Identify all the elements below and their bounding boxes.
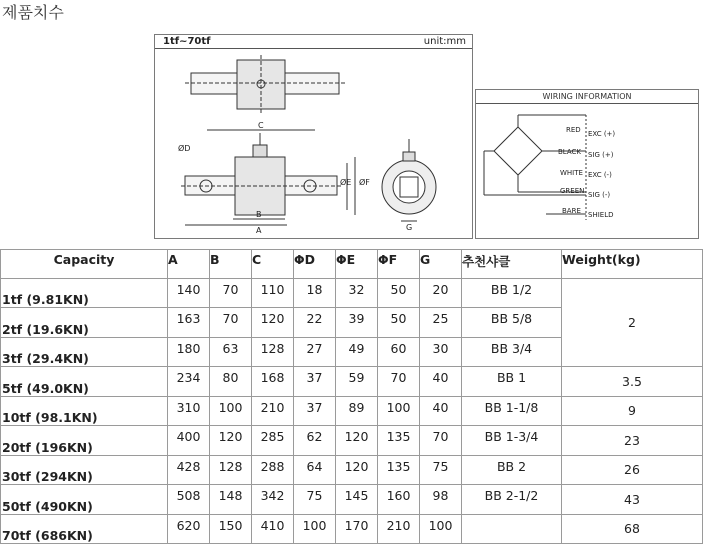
dim-label-f: ØF [359, 178, 370, 187]
wire-white-signal: EXC (-) [588, 171, 612, 179]
cell-shackle: BB 1 [462, 367, 562, 397]
cell-capacity: 30tf (294KN) [1, 455, 168, 485]
cell-weight: 3.5 [562, 367, 703, 397]
cell-capacity: 5tf (49.0KN) [1, 367, 168, 397]
header-d: ΦD [294, 250, 336, 279]
cell-shackle: BB 2 [462, 455, 562, 485]
header-a: A [168, 250, 210, 279]
dim-label-e: ØE [340, 178, 352, 187]
cell-weight: 23 [562, 426, 703, 456]
cell-d: 18 [294, 278, 336, 308]
cell-d: 75 [294, 485, 336, 515]
table-row [1, 367, 703, 397]
cell-b: 63 [210, 337, 252, 367]
cell-e: 32 [336, 278, 378, 308]
cell-c: 285 [252, 426, 294, 456]
cell-b: 148 [210, 485, 252, 515]
cell-a: 163 [168, 308, 210, 338]
cell-c: 342 [252, 485, 294, 515]
cell-e: 120 [336, 426, 378, 456]
cell-a: 428 [168, 455, 210, 485]
wire-white-color: WHITE [560, 169, 583, 177]
cell-f: 160 [378, 485, 420, 515]
table-row [1, 278, 703, 308]
dim-label-d: ØD [178, 144, 191, 153]
cell-e: 49 [336, 337, 378, 367]
cell-c: 410 [252, 514, 294, 544]
dim-label-c: C [258, 121, 264, 130]
cell-g: 25 [420, 308, 462, 338]
dimension-drawing [154, 34, 473, 239]
page-title: 제품치수 [2, 3, 64, 22]
table-header-row [1, 250, 703, 279]
cell-capacity: 70tf (686KN) [1, 514, 168, 544]
cell-f: 50 [378, 308, 420, 338]
wire-bare-color: BARE [562, 207, 581, 215]
wiring-information [475, 89, 699, 239]
cell-capacity: 3tf (29.4KN) [1, 337, 168, 367]
cell-weight: 2 [562, 278, 703, 367]
cell-a: 234 [168, 367, 210, 397]
wire-red-color: RED [566, 126, 581, 134]
cell-d: 37 [294, 367, 336, 397]
header-c: C [252, 250, 294, 279]
dim-label-b: B [256, 210, 262, 219]
wire-black-signal: SIG (+) [588, 151, 614, 159]
cell-f: 100 [378, 396, 420, 426]
cell-d: 100 [294, 514, 336, 544]
cell-a: 180 [168, 337, 210, 367]
unit-label: unit:mm [423, 36, 466, 47]
cell-weight: 68 [562, 514, 703, 544]
cell-f: 135 [378, 426, 420, 456]
cell-weight: 26 [562, 455, 703, 485]
wiring-diagram-svg [476, 90, 698, 238]
cell-g: 75 [420, 455, 462, 485]
cell-g: 100 [420, 514, 462, 544]
wire-black-color: BLACK [558, 148, 582, 156]
cell-capacity: 2tf (19.6KN) [1, 308, 168, 338]
cell-a: 620 [168, 514, 210, 544]
cell-c: 110 [252, 278, 294, 308]
range-label: 1tf~70tf [163, 36, 211, 47]
table-row [1, 514, 703, 544]
cell-capacity: 50tf (490KN) [1, 485, 168, 515]
cell-d: 37 [294, 396, 336, 426]
wiring-title: WIRING INFORMATION [476, 90, 698, 104]
header-capacity: Capacity [1, 250, 168, 279]
cell-shackle: BB 1-3/4 [462, 426, 562, 456]
cell-f: 70 [378, 367, 420, 397]
cell-b: 150 [210, 514, 252, 544]
cell-a: 400 [168, 426, 210, 456]
cell-e: 120 [336, 455, 378, 485]
cell-c: 288 [252, 455, 294, 485]
cell-shackle: BB 5/8 [462, 308, 562, 338]
cell-f: 135 [378, 455, 420, 485]
cell-b: 120 [210, 426, 252, 456]
table-row [1, 485, 703, 515]
header-g: G [420, 250, 462, 279]
cell-g: 30 [420, 337, 462, 367]
cell-b: 80 [210, 367, 252, 397]
table-row [1, 426, 703, 456]
header-weight: Weight(kg) [562, 250, 703, 279]
cell-capacity: 10tf (98.1KN) [1, 396, 168, 426]
wire-green-signal: SIG (-) [588, 191, 611, 199]
wire-bare-signal: SHIELD [588, 211, 614, 219]
dimension-drawing-svg [155, 35, 472, 238]
cell-shackle: BB 1-1/8 [462, 396, 562, 426]
cell-g: 20 [420, 278, 462, 308]
cell-e: 39 [336, 308, 378, 338]
cell-e: 170 [336, 514, 378, 544]
cell-e: 145 [336, 485, 378, 515]
cell-capacity: 1tf (9.81KN) [1, 278, 168, 308]
cell-weight: 43 [562, 485, 703, 515]
cell-f: 60 [378, 337, 420, 367]
cell-weight: 9 [562, 396, 703, 426]
dim-label-g: G [406, 223, 413, 232]
cell-a: 310 [168, 396, 210, 426]
cell-g: 40 [420, 396, 462, 426]
cell-d: 22 [294, 308, 336, 338]
dim-label-a: A [256, 226, 262, 235]
cell-d: 62 [294, 426, 336, 456]
wire-green-color: GREEN [560, 187, 585, 195]
cell-c: 168 [252, 367, 294, 397]
cell-c: 120 [252, 308, 294, 338]
cell-d: 64 [294, 455, 336, 485]
cell-g: 70 [420, 426, 462, 456]
cell-e: 89 [336, 396, 378, 426]
cell-c: 128 [252, 337, 294, 367]
specification-table [0, 249, 703, 544]
cell-g: 98 [420, 485, 462, 515]
header-e: ΦE [336, 250, 378, 279]
table-row [1, 455, 703, 485]
cell-capacity: 20tf (196KN) [1, 426, 168, 456]
cell-a: 508 [168, 485, 210, 515]
cell-f: 50 [378, 278, 420, 308]
cell-c: 210 [252, 396, 294, 426]
cell-shackle: BB 1/2 [462, 278, 562, 308]
cell-f: 210 [378, 514, 420, 544]
header-b: B [210, 250, 252, 279]
header-shackle: 추천샤클 [462, 250, 562, 279]
cell-b: 100 [210, 396, 252, 426]
cell-d: 27 [294, 337, 336, 367]
wire-red-signal: EXC (+) [588, 130, 616, 138]
cell-shackle: BB 2-1/2 [462, 485, 562, 515]
cell-g: 40 [420, 367, 462, 397]
cell-e: 59 [336, 367, 378, 397]
cell-shackle [462, 514, 562, 544]
cell-b: 70 [210, 278, 252, 308]
cell-a: 140 [168, 278, 210, 308]
cell-b: 128 [210, 455, 252, 485]
table-row [1, 396, 703, 426]
cell-b: 70 [210, 308, 252, 338]
header-f: ΦF [378, 250, 420, 279]
cell-shackle: BB 3/4 [462, 337, 562, 367]
